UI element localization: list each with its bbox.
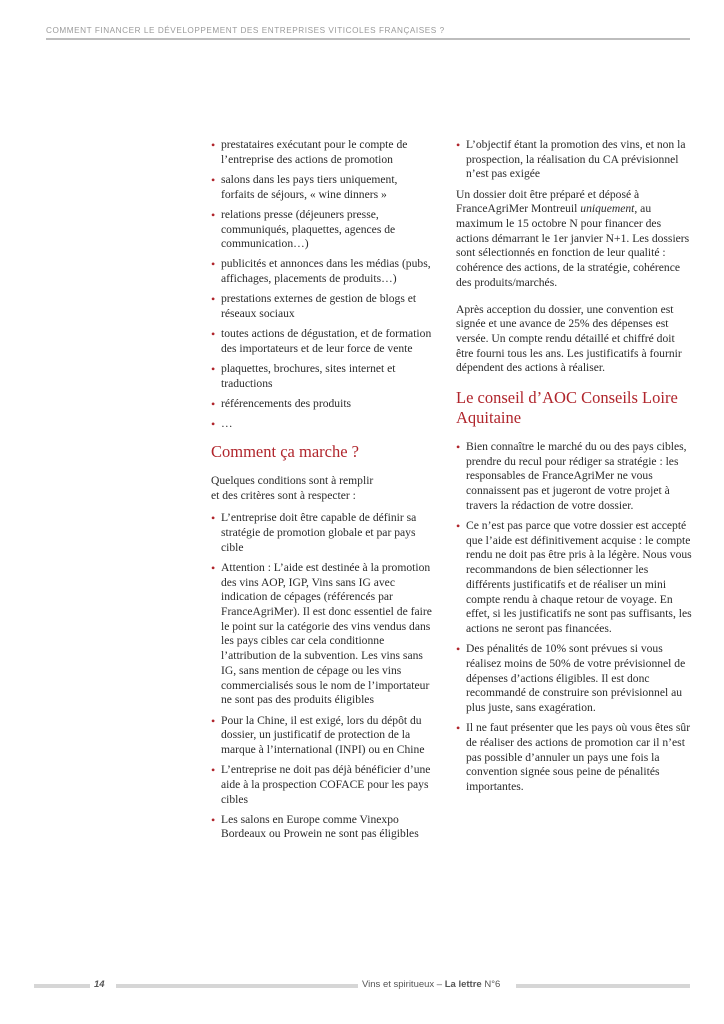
list-item: • Bien connaître le marché du ou des pays cibles, prendre du recul pour rédiger sa stratégie : les responsables de FranceAgriMer ne vous connaissent pas et jugeront de votre projet à travers la rédaction de votre dossier. [456,440,692,514]
paragraph-text: Un dossier doit être préparé et déposé à FranceAgriMer Montreuil [456,187,640,216]
list-item: • L’objectif étant la promotion des vins, et non la prospection, la réalisation du CA prévisionnel n’est pas exigée [456,138,692,182]
advice-list [456,440,692,795]
list-item: • salons dans les pays tiers uniquement, forfaits de séjours, « wine dinners » [211,173,433,202]
list-item: • référencements des produits [211,397,433,412]
list-item: • Les salons en Europe comme Vinexpo Bordeaux ou Prowein ne sont pas éligibles [211,813,433,842]
list-item: • Attention : L’aide est destinée à la promotion des vins AOP, IGP, Vins sans IG avec indication de cépages (référencés par FranceAgriMer). Il est donc essentiel de faire le point sur la catégorie des vins vendus dans les pays cibles car cela conditionne l’attribution de la subvention. Les vins sans IG, sans mention de cépage ou les vins commercialisés sous le nom de l’importateur ne sont pas des produits éligibles [211,561,433,708]
intro-line: et des critères sont à respecter : [211,488,356,502]
publication-title: La lettre [444,979,482,990]
list-item: • Il ne faut présenter que les pays où vous êtes sûr de réaliser des actions de promotion car il n’est pas possible d’annuler un pays une fois la convention signée sous peine de pénalités importantes. [456,721,692,795]
footer-bar [34,984,90,988]
issue-number: N°6 [481,979,501,990]
publication-prefix: Vins et spiritueux – [362,979,445,990]
header-rule [46,38,690,40]
application-paragraph [456,188,692,291]
list-item: • publicités et annonces dans les médias (pubs, affichages, placements de produits…) [211,257,433,286]
list-item: • toutes actions de dégustation, et de formation des importateurs et de leur force de vente [211,327,433,356]
page-number: 14 [94,979,105,990]
intro-line: Quelques conditions sont à remplir [211,473,374,487]
left-column [211,138,433,848]
convention-paragraph: Après acception du dossier, une convention est signée et une avance de 25% des dépenses est versée. Un compte rendu détaillé et chiffré doit être fourni tous les ans. Les justificatifs à fournir dépendent des actions à réaliser. [456,302,682,375]
running-header: COMMENT FINANCER LE DÉVELOPPEMENT DES ENTREPRISES VITICOLES FRANÇAISES ? [46,26,445,35]
publication-name [362,979,500,990]
list-item: • Pour la Chine, il est exigé, lors du dépôt du dossier, un justificatif de protection de la marque à l’international (INPI) ou en Chine [211,714,433,758]
eligible-expenses-list [211,138,433,432]
list-item: • L’entreprise doit être capable de définir sa stratégie de promotion globale et par pays cible [211,511,433,555]
list-item: • Ce n’est pas parce que votre dossier est accepté que l’aide est définitivement acquise : le compte rendu ne doit pas être pris à la légère. Nous vous recommandons de bien sélectionner les différents justificatifs et de réaliser un mini compte rendu à chaque retour de voyage. En effet, si les justificatifs ne sont pas suffisants, les actions ne seront pas financées. [456,519,692,637]
list-item: • prestations externes de gestion de blogs et réseaux sociaux [211,292,433,321]
list-item: • L’entreprise ne doit pas déjà bénéficier d’une aide à la prospection COFACE pour les pays cibles [211,763,433,807]
list-item: • plaquettes, brochures, sites internet et traductions [211,362,433,391]
list-item: • Des pénalités de 10% sont prévues si vous réalisez moins de 50% de votre prévisionnel de dépenses d’actions éligibles. Il est donc recommandé de construire son prévisionnel au plus juste, sans exagération. [456,642,692,716]
list-item: • prestataires exécutant pour le compte de l’entreprise des actions de promotion [211,138,433,167]
section-title-how-it-works: Comment ça marche ? [211,441,359,461]
list-item: • … [211,417,433,432]
section-title-advice: Le conseil d’AOC Conseils Loire Aquitaine [456,388,678,428]
continued-conditions-list [456,138,692,182]
right-column [456,138,692,800]
list-item: • relations presse (déjeuners presse, communiqués, plaquettes, agences de communication…) [211,208,433,252]
footer-bar [116,984,358,988]
emphasis-text: uniquement [580,202,635,216]
conditions-list [211,511,433,842]
footer-bar [516,984,690,988]
paragraph-text: , au maximum le 15 octobre N pour financer des actions démarrant le 1er janvier N+1. Les dossiers sont sélectionnés en fonction de leur qualité : cohérence des actions, de la stratégie, cohérence des produits/marchés. [456,202,690,289]
conditions-intro [211,474,433,503]
